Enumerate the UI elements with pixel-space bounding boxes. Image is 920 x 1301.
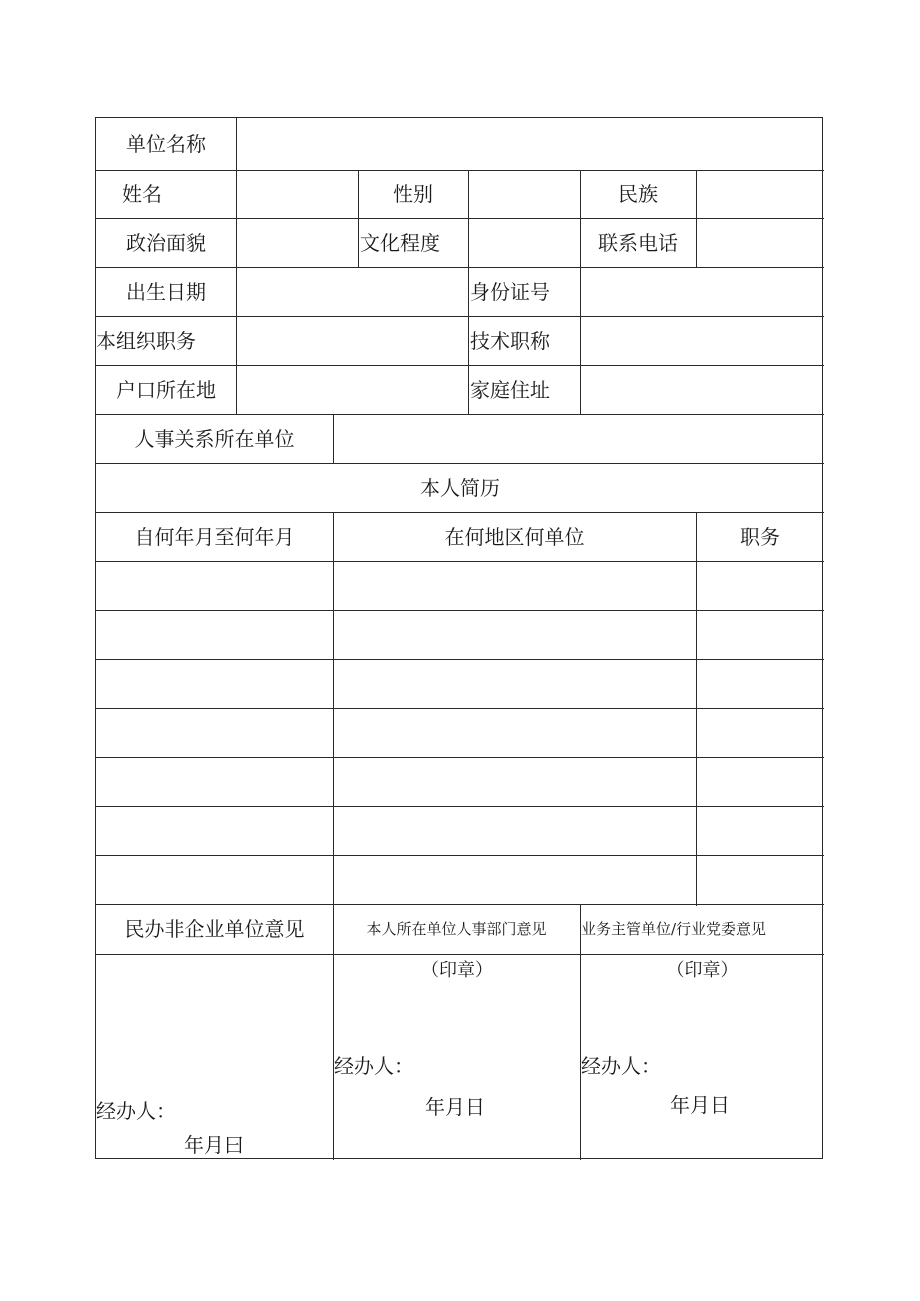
resume-row-3-position[interactable] <box>697 659 824 708</box>
gender-input[interactable] <box>469 170 580 218</box>
hr-handler-label: 经办人： <box>334 1054 414 1078</box>
resume-row-1-position[interactable] <box>697 561 824 610</box>
education-input[interactable] <box>469 218 580 267</box>
phone-label: 联系电话 <box>598 230 678 255</box>
resume-row-4-unit[interactable] <box>334 708 696 757</box>
unit-name-label: 单位名称 <box>126 132 206 156</box>
hr-seal-label: （印章） <box>421 960 493 981</box>
gender-label: 性别 <box>393 182 433 206</box>
org-date-label: 年月曰 <box>184 1133 244 1157</box>
tech-title-label: 技术职称 <box>470 328 550 353</box>
org-handler-label: 经办人： <box>96 1099 176 1123</box>
resume-row-2-period[interactable] <box>96 610 333 659</box>
personnel-relation-input[interactable] <box>334 414 824 463</box>
tech-title-input[interactable] <box>581 316 824 365</box>
hukou-label: 户口所在地 <box>116 377 216 402</box>
resume-row-1-period[interactable] <box>96 561 333 610</box>
org-position-label: 本组织职务 <box>96 328 196 353</box>
resume-row-2-position[interactable] <box>697 610 824 659</box>
supervisor-handler-label: 经办人： <box>581 1054 661 1078</box>
supervisor-seal-label: （印章） <box>666 960 739 981</box>
resume-unit-header: 在何地区何单位 <box>444 524 585 549</box>
resume-row-7-period[interactable] <box>96 855 333 904</box>
resume-period-header: 自何年月至何年月 <box>134 524 295 549</box>
resume-row-4-period[interactable] <box>96 708 333 757</box>
org-opinion-header: 民办非企业单位意见 <box>124 917 305 941</box>
name-input[interactable] <box>237 170 358 218</box>
phone-input[interactable] <box>697 218 824 267</box>
personnel-relation-label: 人事关系所在单位 <box>134 426 295 451</box>
resume-row-5-position[interactable] <box>697 757 824 806</box>
resume-row-6-position[interactable] <box>697 806 824 855</box>
resume-row-2-unit[interactable] <box>334 610 696 659</box>
political-status-input[interactable] <box>237 218 358 267</box>
birth-date-input[interactable] <box>237 267 468 316</box>
hukou-input[interactable] <box>237 365 468 414</box>
resume-position-header: 职务 <box>740 524 780 549</box>
ethnicity-input[interactable] <box>697 170 824 218</box>
org-opinion-area[interactable] <box>96 954 333 1160</box>
resume-row-5-period[interactable] <box>96 757 333 806</box>
name-label: 姓名 <box>122 182 162 206</box>
resume-row-3-period[interactable] <box>96 659 333 708</box>
ethnicity-label: 民族 <box>618 182 658 206</box>
resume-row-6-unit[interactable] <box>334 806 696 855</box>
id-number-label: 身份证号 <box>470 279 550 304</box>
supervisor-opinion-header: 业务主管单位/行业党委意见 <box>581 919 767 938</box>
hr-date-label: 年月日 <box>425 1095 485 1119</box>
education-label: 文化程度 <box>360 230 440 255</box>
home-address-label: 家庭住址 <box>470 377 550 402</box>
resume-title: 本人简历 <box>420 475 500 500</box>
birth-date-label: 出生日期 <box>126 279 206 304</box>
id-number-input[interactable] <box>581 267 824 316</box>
resume-row-1-unit[interactable] <box>334 561 696 610</box>
home-address-input[interactable] <box>581 365 824 414</box>
hr-opinion-header: 本人所在单位人事部门意见 <box>366 919 547 938</box>
political-status-label: 政治面貌 <box>126 230 206 255</box>
resume-row-6-period[interactable] <box>96 806 333 855</box>
registration-form <box>95 117 823 1159</box>
resume-row-4-position[interactable] <box>697 708 824 757</box>
org-position-input[interactable] <box>237 316 468 365</box>
resume-row-3-unit[interactable] <box>334 659 696 708</box>
resume-row-7-unit[interactable] <box>334 855 696 904</box>
resume-row-5-unit[interactable] <box>334 757 696 806</box>
unit-name-input[interactable] <box>237 118 824 170</box>
resume-row-7-position[interactable] <box>697 855 824 904</box>
supervisor-date-label: 年月日 <box>670 1093 730 1117</box>
